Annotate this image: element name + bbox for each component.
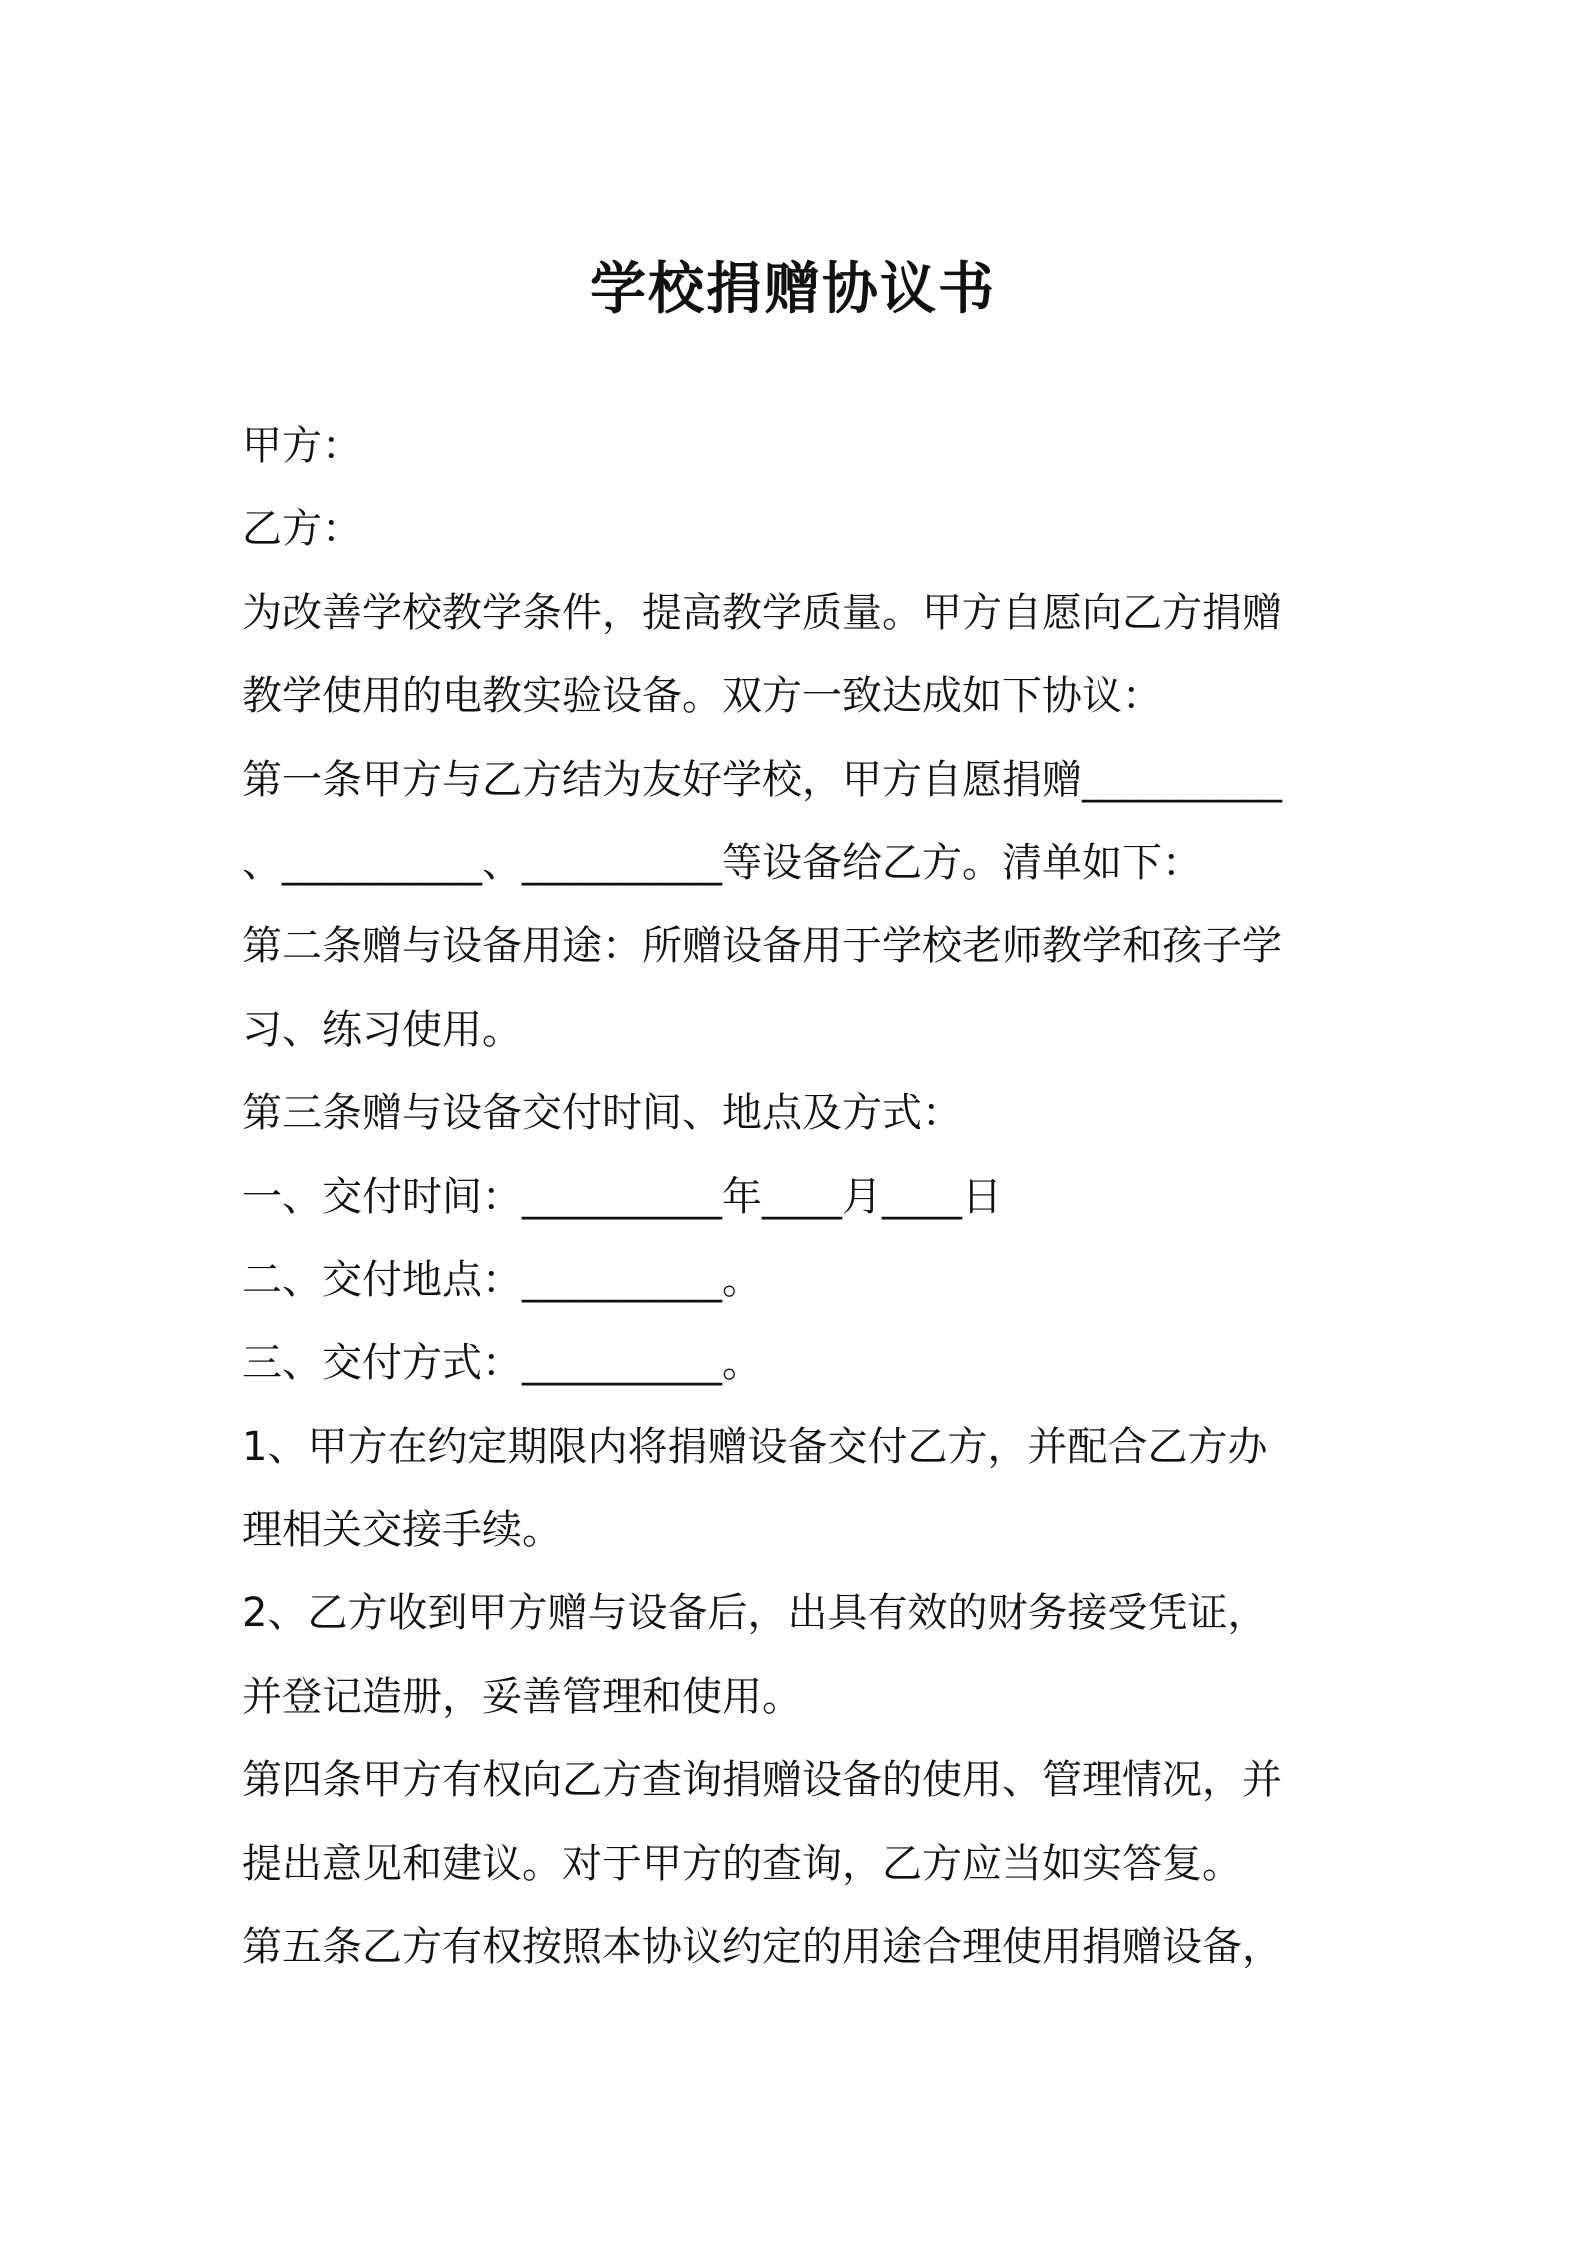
article-4-line-1: 第四条甲方有权向乙方查询捐赠设备的使用、管理情况，并 [242, 1757, 1282, 1804]
clause-2-line-2: 并登记造册，妥善管理和使用。 [242, 1673, 802, 1720]
article-1-line-2: 、__________、__________等设备给乙方。清单如下： [242, 839, 1202, 886]
article-2-line-1: 第二条赠与设备用途：所赠设备用于学校老师教学和孩子学 [242, 923, 1282, 970]
preamble-line-2: 教学使用的电教实验设备。双方一致达成如下协议： [242, 673, 1162, 720]
article-1-line-1: 第一条甲方与乙方结为友好学校，甲方自愿捐赠__________ [242, 756, 1282, 803]
document-title: 学校捐赠协议书 [590, 257, 996, 322]
article-5-line-1: 第五条乙方有权按照本协议约定的用途合理使用捐赠设备， [242, 1924, 1282, 1971]
delivery-method-line: 三、交付方式：__________。 [242, 1340, 762, 1387]
party-b-line: 乙方： [242, 506, 362, 553]
article-3-heading: 第三条赠与设备交付时间、地点及方式： [242, 1090, 962, 1137]
document-body [242, 405, 1362, 1989]
article-4-line-2: 提出意见和建议。对于甲方的查询，乙方应当如实答复。 [242, 1840, 1242, 1887]
delivery-time-line: 一、交付时间：__________年____月____日 [242, 1173, 1002, 1220]
preamble-line-1: 为改善学校教学条件，提高教学质量。甲方自愿向乙方捐赠 [242, 589, 1282, 636]
clause-1-line-2: 理相关交接手续。 [242, 1507, 562, 1554]
article-2-line-2: 习、练习使用。 [242, 1006, 522, 1053]
clause-1-line-1: 1、甲方在约定期限内将捐赠设备交付乙方，并配合乙方办 [242, 1423, 1268, 1470]
delivery-place-line: 二、交付地点：__________。 [242, 1256, 762, 1303]
clause-2-line-1: 2、乙方收到甲方赠与设备后，出具有效的财务接受凭证， [242, 1590, 1268, 1637]
party-a-line: 甲方： [242, 423, 362, 469]
